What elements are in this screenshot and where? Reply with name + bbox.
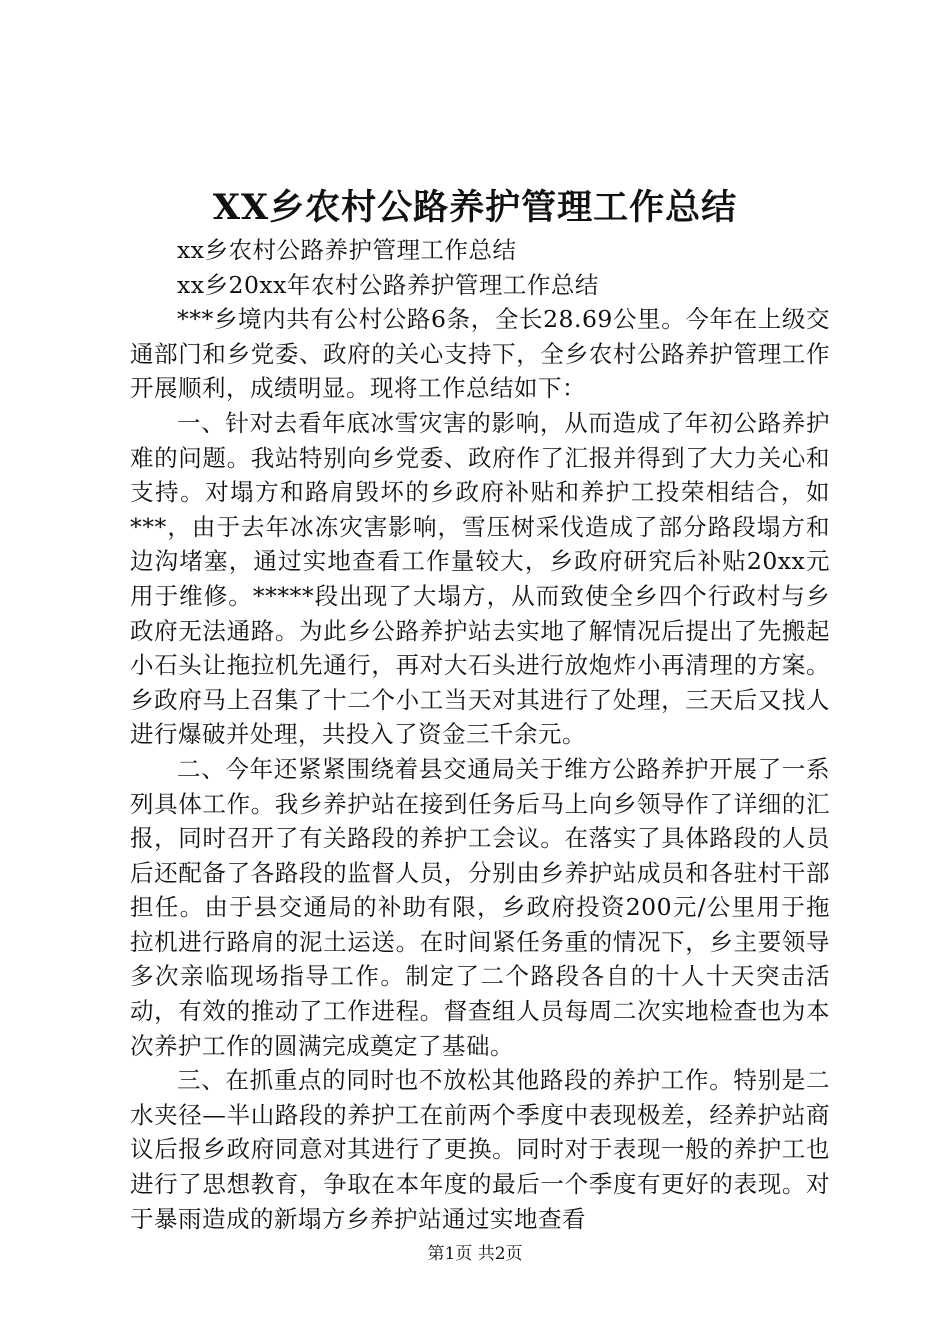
document-title: XX乡农村公路养护管理工作总结 (212, 187, 738, 228)
paragraph-subtitle-year: xx乡20xx年农村公路养护管理工作总结 (177, 270, 599, 299)
page-number-footer: 第1页 共2页 (427, 1244, 523, 1264)
paragraph-intro: ***乡境内共有公村公路6条，全长28.69公里。今年在上级交通部门和乡党委、政府的关心支持下，全乡农村公路养护管理工作开展顺利，成绩明显。现将工作总结如下： (130, 305, 830, 403)
paragraph-section-1: 一、针对去看年底冰雪灾害的影响，从而造成了年初公路养护难的问题。我站特别向乡党委、政府作了汇报并得到了大力关心和支持。对塌方和路肩毁坏的乡政府补贴和养护工投荣相结合，如***，由于去年冰冻灾害影响，雪压树采伐造成了部分路段塌方和边沟堵塞，通过实地查看工作量较大，乡政府研究后补贴20xx元用于维修。*****段出现了大塌方，从而致使全乡四个行政村与乡政府无法通路。为此乡公路养护站去实地了解情况后提出了先搬起小石头让拖拉机先通行，再对大石头进行放炮炸小再清理的方案。乡政府马上召集了十二个小工当天对其进行了处理，三天后又找人进行爆破并处理，共投入了资金三千余元。 (130, 408, 830, 749)
document-body (130, 233, 830, 1236)
paragraph-section-2: 二、今年还紧紧围绕着县交通局关于维方公路养护开展了一系列具体工作。我乡养护站在接到任务后马上向乡领导作了详细的汇报，同时召开了有关路段的养护工会议。在落实了具体路段的人员后还配备了各路段的监督人员，分别由乡养护站成员和各驻村干部担任。由于县交通局的补助有限，乡政府投资200元/公里用于拖拉机进行路肩的泥土运送。在时间紧任务重的情况下，乡主要领导多次亲临现场指导工作。制定了二个路段各自的十人十天突击活动，有效的推动了工作进程。督查组人员每周二次实地检查也为本次养护工作的圆满完成奠定了基础。 (130, 754, 830, 1060)
paragraph-section-3: 三、在抓重点的同时也不放松其他路段的养护工作。特别是二水夹径—半山路段的养护工在前两个季度中表现极差，经养护站商议后报乡政府同意对其进行了更换。同时对于表现一般的养护工也进行了思想教育，争取在本年度的最后一个季度有更好的表现。对于暴雨造成的新塌方乡养护站通过实地查看 (130, 1066, 830, 1233)
paragraph-subtitle: xx乡农村公路养护管理工作总结 (177, 236, 517, 264)
